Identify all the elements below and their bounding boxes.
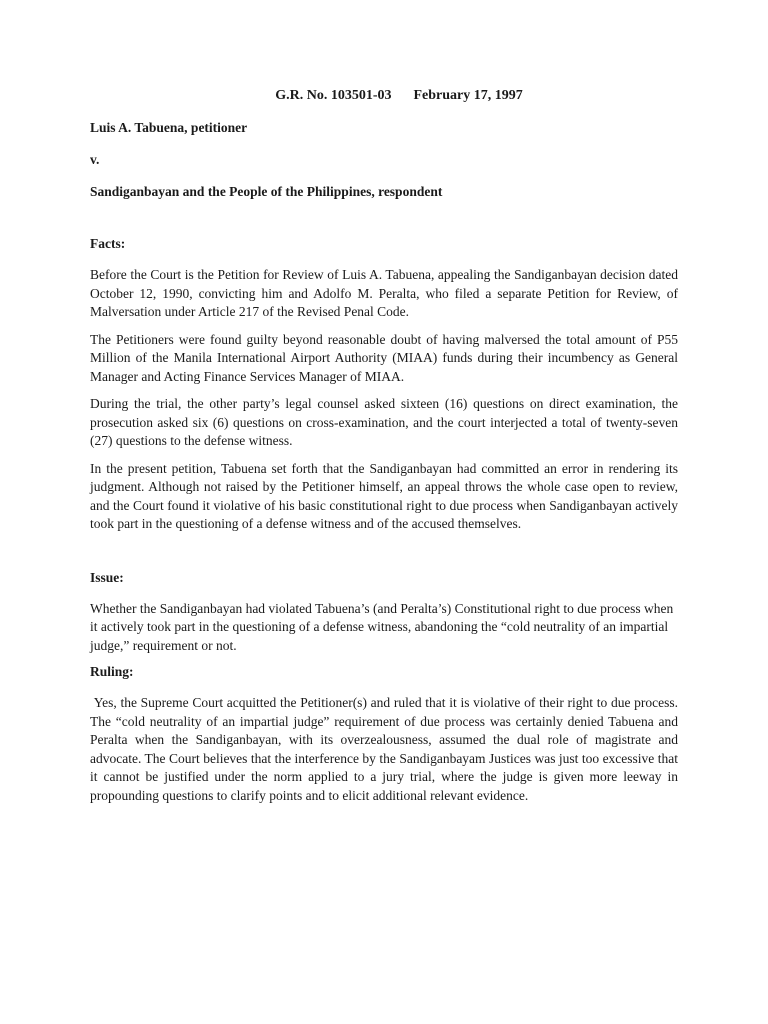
petitioner-line: Luis A. Tabuena, petitioner — [90, 120, 248, 135]
ruling-paragraph: Yes, the Supreme Court acquitted the Petitioner(s) and ruled that it is violative of their right to due process. The “cold neutrality of an impartial judge” requirement of due process was certainly denied Tabuena and Peralta when the Sandiganbayan, with its overzealousness, assumed the dual role of magistrate and advocate. The Court believes that the interference by the Sandiganbayam Justices was just too excessive that it cannot be justified under the norm applied to a jury trial, where the judge is given more leeway in propounding questions to clarify points and to elicit additional relevant evidence. — [90, 695, 682, 803]
facts-paragraph: Before the Court is the Petition for Review of Luis A. Tabuena, appealing the Sandiganbayan decision dated October 12, 1990, convicting him and Adolfo M. Peralta, who filed a separate Petition for Review, of Malversation under Article 217 of the Revised Penal Code. — [90, 267, 678, 319]
issue-heading: Issue: — [90, 569, 124, 585]
gr-number: G.R. No. 103501-03 — [275, 88, 392, 103]
case-title — [90, 88, 678, 104]
facts-paragraph: In the present petition, Tabuena set forth that the Sandiganbayan had committed an error in rendering its judgment. Although not raised by the Petitioner himself, an appeal throws the whole case open to review, and the Court found it violative of his basic constitutional right to due process when Sandiganbayan actively took part in the questioning of a defense witness and of the accused themselves. — [90, 460, 678, 531]
document-page — [90, 88, 682, 814]
respondent-line: Sandiganbayan and the People of the Philippines, respondent — [90, 184, 443, 199]
facts-paragraph: The Petitioners were found guilty beyond reasonable doubt of having malversed the total amount of P55 Million of the Manila International Airport Authority (MIAA) funds during their incumbency as General Manager and Acting Finance Services Manager of MIAA. — [90, 331, 678, 384]
ruling-heading: Ruling: — [90, 664, 134, 679]
issue-paragraph: Whether the Sandiganbayan had violated Tabuena’s (and Peralta’s) Constitutional right to due process when it actively took part in the questioning of a defense witness, abandoning the “cold neutrality of an impartial judge,” requirement or not. — [90, 600, 674, 653]
facts-paragraph: During the trial, the other party’s legal counsel asked sixteen (16) questions on direct examination, the prosecution asked six (6) questions on cross-examination, and the court interjected a total of twenty-seven (27) questions to the defense witness. — [90, 396, 678, 448]
versus-line: v. — [90, 152, 100, 167]
decision-date: February 17, 1997 — [413, 88, 523, 103]
facts-heading: Facts: — [90, 236, 126, 251]
